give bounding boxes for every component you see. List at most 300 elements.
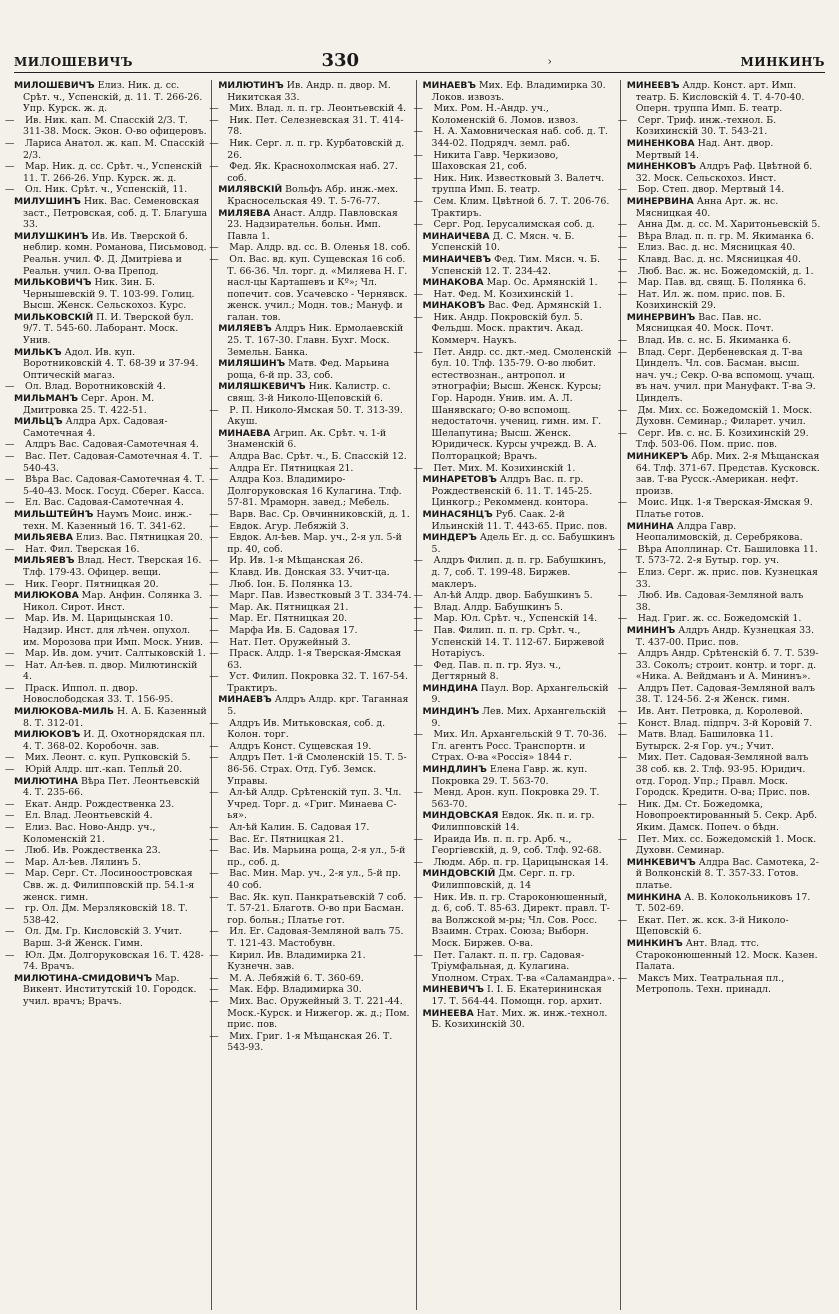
entry-surname: МИЛЬЦЪ bbox=[14, 416, 63, 428]
entry-text: Уст. Филип. Покровка 32. Т. 167-54. Трактиръ. bbox=[227, 671, 408, 694]
directory-entry bbox=[627, 451, 821, 497]
directory-entry bbox=[413, 219, 616, 231]
entry-text: Мих. Ром. Н.-Андр. уч., Коломенскій 6. Ломов. извоз. bbox=[431, 103, 579, 126]
entry-text: Алдр. Конст. арт. Имп. театр. Б. Кисловскій 4. Т. 4-70-40. Оперн. труппа Имп. Б. театр. bbox=[635, 80, 805, 115]
directory-entry bbox=[617, 648, 821, 683]
entry-surname: МИНАЕВА bbox=[218, 427, 271, 439]
directory-entry bbox=[209, 451, 411, 463]
column-3 bbox=[413, 80, 621, 1310]
entry-text: Люб. Ив. Садовая-Земляной валъ 38. bbox=[635, 590, 804, 613]
entry-text: Ираида Ив. п. п. гр. Арб. ч., Георгіевскій, д. 9, соб. Тлф. 92-68. bbox=[431, 833, 602, 857]
ditto-dash: — bbox=[5, 451, 15, 462]
ditto-dash: — bbox=[617, 914, 628, 926]
entry-text: Елиз. Ник. д. сс. Срѣт. ч., Успенскій, д. 11. Т. 266-26. Упр. Курск. ж. д. bbox=[23, 80, 203, 115]
ditto-dash: — bbox=[617, 427, 628, 439]
ditto-dash: — bbox=[617, 497, 628, 509]
ditto-dash: — bbox=[413, 833, 423, 845]
directory-entry bbox=[413, 601, 616, 614]
entry-text: Ал-ѣй Калин. Б. Садовая 17. bbox=[229, 822, 370, 833]
ditto-dash: — bbox=[617, 717, 628, 729]
entry-surname: МИЛЬКЪ bbox=[14, 346, 62, 358]
directory-entry bbox=[627, 521, 821, 544]
entry-surname: МИНАИЧЕВЪ bbox=[422, 253, 492, 265]
entry-text: Ел. Влад. Леонтьевскій 4. bbox=[24, 810, 153, 822]
ditto-dash: — bbox=[5, 949, 15, 961]
entry-surname: МИНАЕВЪ bbox=[218, 694, 272, 706]
entry-text: Абр. Мих. 2-я Мѣщанская 64. Тлф. 371-67. Представ. Кусковск. зав. Т-ва Русск.-Американ. нефт. произв. bbox=[635, 451, 820, 497]
directory-entry bbox=[209, 926, 411, 949]
ditto-dash: — bbox=[617, 277, 628, 289]
directory-entry bbox=[617, 230, 821, 243]
ditto-dash: — bbox=[209, 474, 219, 486]
directory-entry bbox=[413, 126, 616, 149]
ditto-dash: — bbox=[209, 253, 219, 265]
entry-text: Варв. Вас. Ср. Овчинниковскій, д. 1. bbox=[229, 508, 410, 520]
entry-text: Алдра Вас. Самотека, 2-й Волконскій 8. Т. 357-33. Готов. платье. bbox=[635, 856, 819, 891]
directory-entry bbox=[617, 288, 821, 312]
entry-text: Фед. Пав. п. п. гр. Яуз. ч., Дегтярный 8. bbox=[431, 659, 562, 683]
entry-surname: МИНАЕВЪ bbox=[422, 80, 477, 91]
directory-entry bbox=[209, 671, 411, 694]
directory-entry bbox=[5, 810, 207, 822]
entry-text: Евдок. Ал-ѣев. Мар. уч., 2-я ул. 5-й пр. 40, соб. bbox=[227, 532, 402, 555]
directory-entry bbox=[209, 613, 411, 625]
directory-entry bbox=[5, 798, 207, 811]
ditto-dash: — bbox=[209, 891, 219, 903]
directory-entry bbox=[209, 253, 411, 324]
entry-text: Дм. Серг. п. гр. Филипповскій, д. 14 bbox=[431, 868, 575, 891]
ditto-dash: — bbox=[617, 972, 628, 984]
ditto-dash: — bbox=[5, 578, 15, 590]
entry-text: Нат. Мих. ж. инж.-технол. Б. Козихинскій 30. bbox=[431, 1007, 608, 1031]
directory-entry bbox=[5, 648, 207, 660]
entry-surname: МИЛЯЕВА bbox=[218, 207, 271, 219]
entry-text: Ол. Влад. Воротниковскій 4. bbox=[24, 381, 166, 393]
entry-text: Бор. Степ. двор. Мертвый 14. bbox=[637, 184, 785, 196]
directory-entry bbox=[423, 984, 616, 1007]
directory-entry bbox=[413, 172, 616, 196]
entry-text: Ник. Калистр. с. свящ. 3-й Николо-Щеповскій 6. bbox=[227, 381, 391, 405]
ditto-dash: — bbox=[617, 219, 628, 231]
entry-text: Вѣра Аполлинар. Ст. Башиловка 11. Т. 573-72. 2-я Бутыр. гор. уч. bbox=[635, 543, 818, 567]
entry-surname: МИЛЮТИНЪ bbox=[218, 80, 284, 91]
directory-entry bbox=[209, 984, 411, 996]
directory-entry bbox=[627, 161, 821, 184]
entry-text: Паул. Вор. Архангельскій 9. bbox=[431, 682, 609, 706]
directory-entry bbox=[14, 973, 207, 1008]
ditto-dash: — bbox=[413, 659, 423, 671]
directory-entry bbox=[617, 114, 821, 138]
ditto-dash: — bbox=[209, 242, 219, 254]
directory-entry bbox=[423, 764, 616, 787]
directory-entry bbox=[617, 346, 821, 405]
ditto-dash: — bbox=[5, 137, 15, 149]
ditto-dash: — bbox=[617, 288, 628, 300]
entry-text: Над. Ант. двор. Мертвый 14. bbox=[635, 137, 774, 161]
directory-entry bbox=[209, 520, 411, 533]
directory-entry bbox=[5, 822, 207, 845]
entry-text: Фед. Тим. Мясн. ч. Б. Успенскій 12. Т. 234-42. bbox=[431, 253, 600, 277]
ditto-dash: — bbox=[617, 706, 628, 718]
entry-text: Никита Гавр. Черкизово, Шаховская 21, соб. bbox=[431, 149, 559, 173]
entry-surname: МИНИНЪ bbox=[626, 624, 676, 636]
directory-entry bbox=[627, 312, 821, 335]
entry-text: П. И. Тверской бул. 9/7. Т. 545-60. Лаборант. Моск. Унив. bbox=[23, 311, 194, 347]
entry-text: Вас. Як. куп. Панкратьевскій 7 соб. Т. 57-21. Благотв. О-во при Басман. гор. больн.; Платье гот. bbox=[227, 891, 407, 926]
directory-entry bbox=[423, 231, 616, 254]
ditto-dash: — bbox=[209, 508, 219, 520]
directory-entry bbox=[5, 752, 207, 764]
directory-entry bbox=[209, 114, 411, 138]
directory-entry bbox=[14, 729, 207, 752]
ditto-dash: — bbox=[5, 184, 15, 196]
directory-entry bbox=[627, 892, 821, 915]
entry-text: Людм. Абр. п. гр. Царицынская 14. bbox=[433, 856, 609, 868]
ditto-dash: — bbox=[413, 311, 423, 323]
ditto-dash: — bbox=[617, 833, 628, 845]
ditto-dash: — bbox=[209, 926, 219, 938]
directory-entry bbox=[218, 358, 411, 381]
entry-text: Вѣра Пет. Леонтьевскій 4. Т. 235-66. bbox=[23, 775, 200, 799]
ditto-dash: — bbox=[617, 114, 628, 126]
entry-text: Серг. Триф. инж.-технол. Б. Козихинскій 30. Т. 543-21. bbox=[635, 114, 777, 138]
ditto-dash: — bbox=[5, 764, 15, 776]
entry-text: Руб. Саак. 2-й Ильинскій 11. Т. 443-65. Прис. пов. bbox=[431, 508, 608, 532]
entry-text: Ив. Ант. Петровка, д. Королевой. bbox=[637, 706, 803, 718]
entry-text: Алдръ Раф. Цвѣтной б. 32. Моск. Сельскохоз. Инст. bbox=[635, 161, 813, 184]
directory-entry bbox=[218, 428, 411, 451]
column-1 bbox=[5, 80, 212, 1310]
ditto-dash: — bbox=[5, 822, 15, 833]
entry-text: И. Д. Охотнорядская пл. 4. Т. 368-02. Коробочн. зав. bbox=[23, 729, 206, 752]
directory-entry bbox=[209, 752, 411, 787]
directory-entry bbox=[14, 776, 207, 799]
directory-entry bbox=[209, 845, 411, 868]
entry-text: Ел. Вас. Садовая-Самотечная 4. bbox=[24, 497, 184, 509]
entry-text: М. А. Лебяжій 6. Т. 360-69. bbox=[229, 972, 364, 984]
directory-entry bbox=[413, 346, 616, 463]
entry-text: Ол. Ник. Срѣт. ч., Успенскій, 11. bbox=[24, 184, 188, 196]
directory-entry bbox=[617, 253, 821, 266]
entry-surname: МИНДИНА bbox=[422, 682, 478, 694]
entry-text: Агрип. Ак. Срѣт. ч. 1-й Знаменскій 6. bbox=[227, 427, 387, 451]
entry-text: Вас. Ив. Марьина роща, 2-я ул., 5-й пр., соб. д. bbox=[227, 845, 406, 868]
entry-surname: МИЛЬЯЕВЪ bbox=[14, 555, 75, 567]
entry-text: Ант. Влад. ттс. Староконюшенный 12. Моск. Казен. Палата. bbox=[635, 937, 818, 973]
entry-text: Дм. Мих. сс. Божедомскій 1. Моск. Духовн. Семинар.; Филарет. учил. bbox=[635, 404, 813, 428]
directory-entry bbox=[218, 208, 411, 243]
entry-text: Марг. Пав. Известковый 3 Т. 334-74. bbox=[229, 590, 412, 602]
entry-text: Елиз. Вас. Пятницкая 20. bbox=[75, 532, 203, 544]
directory-entry bbox=[5, 659, 207, 683]
entry-surname: МИНДЕРЪ bbox=[422, 532, 477, 544]
entry-surname: МИЛЮКОВА bbox=[14, 590, 79, 602]
entry-text: Ал-ѣй Алдр. двор. Бабушкинъ 5. bbox=[433, 590, 593, 602]
entry-text: Нат. Фил. Тверская 16. bbox=[24, 543, 140, 555]
ditto-dash: — bbox=[617, 346, 628, 358]
entry-text: Мар. Пав. вд. свящ. Б. Полянка 6. bbox=[637, 277, 807, 289]
entry-text: Евдок. Агур. Лебяжій 3. bbox=[229, 520, 349, 532]
entry-text: Ил. Ег. Садовая-Земляной валъ 75. Т. 121-43. Мастобувн. bbox=[227, 926, 404, 949]
entry-text: Вас. Ег. Пятницкая 21. bbox=[229, 833, 344, 845]
ditto-dash: — bbox=[413, 555, 423, 567]
directory-entry bbox=[423, 683, 616, 706]
directory-entry bbox=[413, 149, 616, 173]
ditto-dash: — bbox=[209, 624, 219, 636]
entry-text: Елена Гавр. ж. куп. Покровка 29. Т. 563-70. bbox=[431, 764, 588, 787]
entry-text: Алдръ Ив. Митьковская, соб. д. Колон. торг. bbox=[227, 717, 386, 741]
directory-entry bbox=[5, 497, 207, 509]
entry-surname: МИНКИНЪ bbox=[626, 937, 683, 949]
directory-entry bbox=[218, 323, 411, 358]
entry-text: Адол. Ив. куп. Воротниковскій 4. Т. 68-39 и 37-94. Оптическій магаз. bbox=[23, 346, 199, 381]
directory-entry bbox=[617, 543, 821, 567]
entry-surname: МИЛЯЕВЪ bbox=[218, 323, 272, 335]
entry-text: Алдра Коз. Владимиро-Долгоруковская 16 Кулагина. Тлф. 57-81. Мраморн. завед.; Мебель. bbox=[227, 474, 402, 509]
directory-entry bbox=[209, 868, 411, 891]
entry-text: Вас. Пав. нс. Мясницкая 40. Моск. Почт. bbox=[635, 311, 774, 335]
directory-entry bbox=[617, 404, 821, 428]
directory-entry bbox=[209, 103, 411, 115]
entry-text: Вас. Пет. Садовая-Самотечная 4. Т. 540-43. bbox=[23, 451, 203, 474]
ditto-dash: — bbox=[209, 103, 219, 115]
entry-surname: МИЛЬЯЕВА bbox=[14, 532, 73, 544]
directory-entry bbox=[5, 682, 207, 706]
entry-surname: МИНИНА bbox=[626, 520, 674, 532]
ditto-dash: — bbox=[413, 891, 423, 903]
directory-entry bbox=[5, 114, 207, 138]
directory-entry bbox=[617, 914, 821, 938]
entry-surname: МИНАКОВА bbox=[422, 277, 484, 289]
directory-entry bbox=[413, 624, 616, 660]
entry-text: Мар. Ив. дом. учит. Салтыковскій 1. bbox=[24, 648, 206, 660]
entry-surname: МИЛЬШТЕЙНЪ bbox=[14, 508, 94, 520]
ditto-dash: — bbox=[617, 543, 628, 555]
ditto-dash: — bbox=[413, 219, 423, 231]
ditto-dash: — bbox=[209, 520, 219, 532]
directory-entry bbox=[209, 508, 411, 521]
entry-surname: МИНАИЧЕВА bbox=[422, 230, 490, 242]
entry-text: Вас. Фед. Армянскій 1. bbox=[488, 300, 602, 312]
directory-entry bbox=[617, 682, 821, 706]
entry-text: Мих. Леонт. с. куп. Рупковскій 5. bbox=[24, 752, 191, 764]
entry-text: Наумъ Моис. инж.-техн. М. Казенный 16. Т. 341-62. bbox=[23, 508, 192, 532]
directory-entry bbox=[617, 590, 821, 613]
directory-entry bbox=[617, 972, 821, 996]
directory-entry bbox=[413, 590, 616, 602]
entry-text: Мар. Ал-ѣев. Лялинъ 5. bbox=[24, 856, 141, 868]
entry-text: Елиз. Вас. д. нс. Мясницкая 40. bbox=[637, 242, 796, 254]
directory-entry bbox=[413, 103, 616, 126]
entry-text: Пет. Мих. сс. Божедомскій 1. Моск. Духовн. Семинар. bbox=[635, 833, 817, 857]
directory-entry bbox=[209, 532, 411, 555]
entry-text: Праск. Иппол. п. двор. Новослободская 33. Т. 156-95. bbox=[23, 682, 174, 706]
entry-surname: МИЛЮКОВА-МИЛЬ bbox=[14, 706, 114, 718]
entry-text: Люб. Ив. Рождественка 23. bbox=[24, 845, 161, 857]
entry-text: Алдръ Вас. п. гр. Рождественскій 6. 11. Т. 145-25. Цинкогр.; Рекомменд. контора. bbox=[431, 474, 593, 509]
directory-entry bbox=[423, 300, 616, 312]
ditto-dash: — bbox=[413, 949, 423, 961]
ditto-dash: — bbox=[209, 114, 219, 126]
ditto-dash: — bbox=[5, 543, 15, 555]
directory-entry bbox=[423, 509, 616, 532]
entry-text: Ол. Вас. вд. куп. Сущевская 16 соб. Т. 66-36. Чл. торг. д. «Миляева Н. Г. насл-цы Карташевъ и Кº»; Чл. попечит. сов. Усачевско - Чернявск. женск. учил.; Модн. тов.; Мануф. и галан. тов. bbox=[227, 253, 408, 323]
ditto-dash: — bbox=[413, 601, 423, 613]
directory-entry bbox=[617, 242, 821, 254]
ditto-dash: — bbox=[5, 682, 15, 694]
directory-entry bbox=[14, 80, 207, 115]
ditto-dash: — bbox=[209, 555, 219, 567]
entry-text: Д. С. Мясн. ч. Б. Успенскій 10. bbox=[431, 230, 575, 254]
ditto-dash: — bbox=[209, 532, 219, 544]
entry-text: Алдръ Вас. Садовая-Самотечная 4. bbox=[24, 439, 199, 451]
ditto-dash: — bbox=[209, 995, 219, 1007]
entry-text: Ив. Ив. Тверской б. неблир. комн. Романова, Письмовод. Реальн. учил. Ф. Д. Дмитріева и Реальн. учил. О-ва Препод. bbox=[23, 230, 207, 277]
directory-entry bbox=[209, 624, 411, 637]
entry-text: Серг. Род. Іерусалимская соб. д. bbox=[433, 219, 595, 231]
entry-text: Мар. Анфин. Солянка 3. Никол. Сирот. Инст. bbox=[23, 590, 203, 613]
directory-entry bbox=[218, 381, 411, 404]
entry-text: Кирил. Ив. Владимирка 21. Кузнечн. зав. bbox=[227, 949, 366, 973]
entry-text: Вѣра Влад. п. п. гр. М. Якиманка 6. bbox=[637, 230, 815, 242]
entry-text: Ник. Серг. л. п. гр. Курбатовскій д. 26. bbox=[227, 137, 405, 161]
entry-surname: МИНЕЕВЪ bbox=[626, 80, 680, 91]
ditto-dash: — bbox=[617, 335, 628, 347]
ditto-dash: — bbox=[209, 868, 219, 880]
entry-surname: МИЛЬМАНЪ bbox=[14, 393, 79, 405]
directory-entry bbox=[209, 137, 411, 161]
directory-entry bbox=[423, 810, 616, 833]
entry-text: Влад. Серг. Дербеневская д. Т-ва Цинделъ. Чл. сов. Басман. высш. нач. уч.; Секр. О-ва вспомощ. учащ. въ нач. учил. при Мануфакт. Т-ва Э. Цинделъ. bbox=[635, 346, 816, 405]
directory-entry bbox=[14, 532, 207, 544]
entry-text: Алдръ Пет. Садовая-Земляной валъ 38. Т. 124-56. 2-я Женск. гимн. bbox=[635, 682, 815, 706]
entry-surname: МИНКИНА bbox=[626, 891, 682, 903]
ditto-dash: — bbox=[209, 566, 219, 578]
ditto-dash: — bbox=[5, 752, 15, 764]
entry-surname: МИЛЬКОВИЧЪ bbox=[14, 277, 92, 289]
directory-entry bbox=[423, 868, 616, 891]
page-header bbox=[14, 46, 825, 73]
entry-text: Елиз. Вас. Ново-Андр. уч., Коломенскій 21. bbox=[23, 822, 156, 845]
entry-text: Алдръ Конст. Сущевская 19. bbox=[229, 740, 372, 752]
entry-surname: МИНЕНКОВЪ bbox=[626, 161, 697, 173]
directory-entry bbox=[14, 555, 207, 578]
directory-entry bbox=[413, 949, 616, 985]
ditto-dash: — bbox=[5, 497, 15, 509]
ditto-dash: — bbox=[617, 230, 628, 242]
entry-text: Мак. Ефр. Владимирка 30. bbox=[229, 984, 362, 996]
ditto-dash: — bbox=[209, 984, 219, 996]
entry-text: Нат. Ил. ж. пом. прис. пов. Б. Козихинскій 29. bbox=[635, 288, 786, 312]
directory-entry bbox=[617, 219, 821, 231]
ditto-dash: — bbox=[413, 624, 423, 636]
ditto-dash: — bbox=[209, 972, 219, 984]
directory-entry bbox=[5, 439, 207, 451]
entry-surname: МИЛЮТИНА bbox=[14, 775, 79, 787]
entry-surname: МИЛЯШКЕВИЧЪ bbox=[218, 381, 306, 393]
ditto-dash: — bbox=[5, 856, 15, 868]
entry-text: Клавд. Ив. Донская 33. Учит-ца. bbox=[229, 566, 390, 578]
entry-text: Мих. Влад. л. п. гр. Леонтьевскій 4. bbox=[229, 103, 407, 115]
directory-entry bbox=[627, 138, 821, 161]
entry-text: Мар. Юл. Срѣт. ч., Успенскій 14. bbox=[433, 613, 598, 625]
page-number: 330 bbox=[321, 50, 360, 71]
ditto-dash: — bbox=[209, 451, 219, 462]
directory-entry bbox=[413, 891, 616, 950]
entry-text: Ол. Дм. Гр. Кисловскій 3. Учит. Варш. 3-й Женск. Гимн. bbox=[23, 926, 182, 949]
entry-text: Ив. Ник. кап. М. Спасскій 2/3. Т. 311-38. Моск. Экон. О-во офицеровъ. bbox=[23, 114, 207, 138]
ditto-dash: — bbox=[617, 404, 628, 416]
directory-entry bbox=[14, 393, 207, 416]
directory-entry bbox=[617, 427, 821, 451]
entry-text: Ник. Ив. п. гр. Староконюшенный, д. 6, соб. Т. 85-63. Директ. правл. Т-ва Волжской м-ры; Чл. Сов. Росс. Взаимн. Страх. Союза; Выборн. Моск. Биржев. О-ва. bbox=[431, 891, 610, 949]
entry-text: Серг. Арон. М. Дмитровка 25. Т. 422-51. bbox=[23, 393, 155, 416]
directory-entry bbox=[209, 717, 411, 741]
entry-text: Мар. Серг. Ст. Лосиноостровская Свв. ж. д. Филипповскій пр. 54.1-я женск. гимн. bbox=[23, 868, 195, 903]
directory-entry bbox=[5, 926, 207, 949]
entry-text: Алдръ Андр. Кузнецкая 33. Т. 437-00. Прис. пов. bbox=[635, 624, 815, 648]
directory-entry bbox=[617, 798, 821, 834]
directory-entry bbox=[209, 1030, 411, 1054]
entry-text: Пет. Галакт. п. п. гр. Садовая-Тріумфальная, д. Кулагина. Уполном. Страх. Т-ва «Саламандра». bbox=[431, 949, 615, 984]
directory-entry bbox=[617, 265, 821, 278]
entry-text: Н. А. Б. Казенный 8. Т. 312-01. bbox=[23, 706, 207, 729]
entry-text: Ал-ѣй Алдр. Срѣтенскій туп. 3. Чл. Учред. Торг. д. «Григ. Минаева С-ья». bbox=[227, 787, 402, 822]
directory-entry bbox=[209, 636, 411, 649]
entry-text: Над. Григ. ж. сс. Божедомскій 1. bbox=[637, 613, 802, 625]
entry-text: Нат. Фед. М. Козихинскій 1. bbox=[433, 288, 574, 300]
ditto-dash: — bbox=[413, 462, 423, 474]
ditto-dash: — bbox=[617, 752, 628, 764]
directory-entry bbox=[627, 196, 821, 219]
entry-text: Екат. Пет. ж. кск. 3-й Николо-Щеповскій 6. bbox=[635, 914, 789, 938]
entry-text: Влад. Ив. с. нс. Б. Якиманка 6. bbox=[637, 335, 792, 347]
directory-entry bbox=[209, 404, 411, 428]
entry-surname: МИЛЬКОВСКІЙ bbox=[14, 311, 94, 323]
directory-entry bbox=[14, 590, 207, 613]
entry-text: Мар. Ив. М. Царицынская 10. Надзир. Инст. для лѣчен. опухол. им. Морозова при Имп. Моск. Унив. bbox=[23, 613, 203, 648]
directory-entry bbox=[5, 868, 207, 903]
directory-entry bbox=[413, 555, 616, 590]
entry-text: Ир. Ив. 1-я Мѣщанская 26. bbox=[229, 555, 364, 567]
ditto-dash: — bbox=[5, 926, 15, 938]
entry-text: Влад. Алдр. Бабушкинъ 5. bbox=[433, 601, 564, 613]
header-right-keyword: МИНКИНЪ bbox=[740, 55, 825, 69]
ditto-dash: — bbox=[5, 161, 15, 173]
entry-text: Мар. Ник. д. сс. Срѣт. ч., Успенскій 11. Т. 266-26. Упр. Курск. ж. д. bbox=[23, 161, 203, 184]
ditto-dash: — bbox=[5, 810, 15, 822]
ditto-dash: — bbox=[209, 740, 219, 752]
entry-text: Вѣра Вас. Садовая-Самотечная 4. Т. 5-40-43. Моск. Госуд. Сберег. Касса. bbox=[23, 474, 205, 497]
entry-text: Матв. Влад. Башиловка 11. Бутырск. 2-я Гор. уч.; Учит. bbox=[635, 729, 774, 752]
directory-entry bbox=[413, 195, 616, 219]
directory-entry bbox=[413, 787, 616, 810]
ditto-dash: — bbox=[5, 868, 15, 880]
entry-surname: МИНАКОВЪ bbox=[422, 300, 486, 312]
ditto-dash: — bbox=[617, 682, 628, 694]
directory-entry bbox=[14, 509, 207, 532]
directory-entry bbox=[209, 566, 411, 579]
ditto-dash: — bbox=[5, 845, 15, 857]
entry-text: Алдра Арх. Садовая-Самотечная 4. bbox=[23, 416, 168, 439]
directory-entry bbox=[423, 1008, 616, 1031]
ditto-dash: — bbox=[617, 798, 628, 810]
entry-text: Юл. Дм. Долгоруковская 16. Т. 428-74. Врачъ. bbox=[23, 949, 204, 973]
directory-entry bbox=[5, 903, 207, 926]
ditto-dash: — bbox=[413, 126, 423, 138]
directory-entry bbox=[627, 625, 821, 648]
directory-entry bbox=[209, 972, 411, 985]
